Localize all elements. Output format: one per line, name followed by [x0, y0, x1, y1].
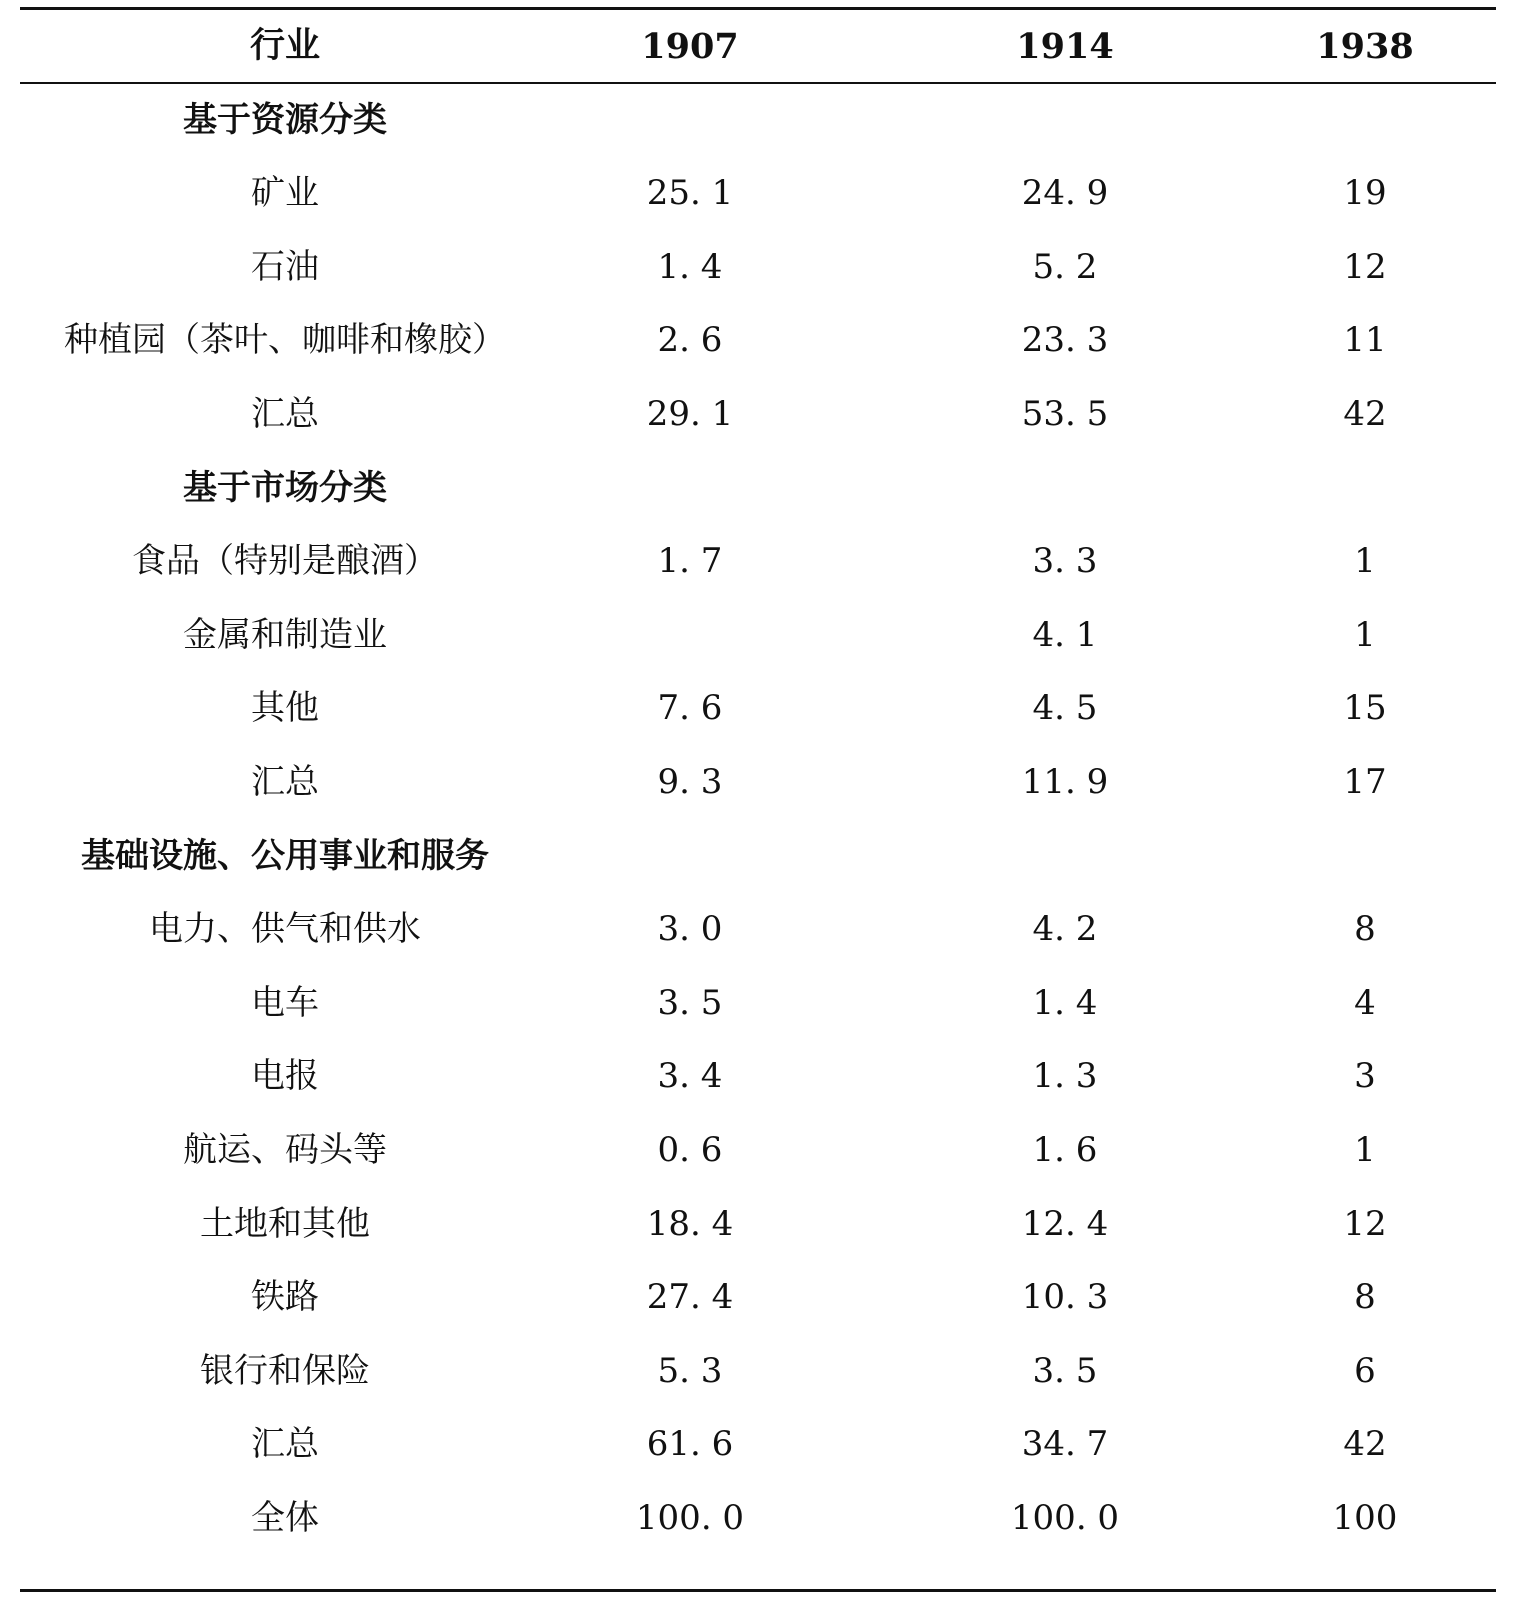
cell-1907 — [600, 597, 780, 672]
row-label: 全体 — [251, 1498, 319, 1539]
cell-1907: 61. 6 — [646, 1424, 734, 1465]
cell-1907 — [600, 450, 780, 525]
row-label: 金属和制造业 — [183, 614, 387, 655]
cell-1907: 2. 6 — [657, 320, 723, 361]
header-1938: 1938 — [1316, 26, 1414, 68]
row-label: 石油 — [251, 246, 319, 287]
row-label: 航运、码头等 — [183, 1130, 387, 1171]
cell-1914: 5. 2 — [1032, 246, 1098, 287]
header-1914: 1914 — [1016, 26, 1114, 68]
table-row — [20, 1260, 1496, 1335]
row-label: 基于资源分类 — [183, 99, 387, 140]
cell-1907 — [600, 82, 780, 157]
row-label: 电力、供气和供水 — [149, 909, 421, 950]
cell-1907: 9. 3 — [657, 762, 723, 803]
cell-1914 — [975, 450, 1155, 525]
cell-1938: 11 — [1343, 320, 1387, 361]
cell-1914: 12. 4 — [1021, 1203, 1109, 1244]
cell-1907: 3. 0 — [657, 909, 723, 950]
table-row — [20, 1112, 1496, 1187]
cell-1907: 1. 4 — [657, 246, 723, 287]
cell-1914: 53. 5 — [1021, 394, 1109, 435]
cell-1907: 1. 7 — [657, 541, 723, 582]
cell-1914: 4. 2 — [1032, 909, 1098, 950]
row-label: 电报 — [251, 1056, 319, 1097]
table-bottom-rule — [20, 1589, 1496, 1592]
cell-1914 — [975, 818, 1155, 893]
table-row — [20, 303, 1496, 378]
row-label: 土地和其他 — [200, 1203, 370, 1244]
cell-1938: 17 — [1343, 762, 1387, 803]
table-row — [20, 1480, 1496, 1555]
cell-1938: 8 — [1354, 1277, 1376, 1318]
table-row — [20, 965, 1496, 1040]
cell-1938 — [1310, 818, 1420, 893]
cell-1938: 42 — [1343, 1424, 1387, 1465]
cell-1914: 3. 3 — [1032, 541, 1098, 582]
row-label: 食品（特别是酿酒） — [132, 541, 438, 582]
section-row — [20, 818, 1496, 893]
cell-1907: 27. 4 — [646, 1277, 734, 1318]
row-label: 汇总 — [251, 762, 319, 803]
cell-1914: 1. 3 — [1032, 1056, 1098, 1097]
table-row — [20, 744, 1496, 819]
cell-1914: 1. 4 — [1032, 982, 1098, 1023]
header-1907: 1907 — [641, 26, 739, 68]
table-row — [20, 229, 1496, 304]
cell-1914: 3. 5 — [1032, 1350, 1098, 1391]
cell-1907 — [600, 818, 780, 893]
table-row — [20, 1186, 1496, 1261]
cell-1907: 0. 6 — [657, 1130, 723, 1171]
cell-1938: 4 — [1354, 982, 1376, 1023]
cell-1914: 4. 1 — [1032, 614, 1098, 655]
row-label: 汇总 — [251, 1424, 319, 1465]
table-row — [20, 671, 1496, 746]
row-label: 基础设施、公用事业和服务 — [81, 835, 489, 876]
table-row — [20, 892, 1496, 967]
cell-1938: 100 — [1332, 1498, 1398, 1539]
table-row — [20, 597, 1496, 672]
row-label: 电车 — [251, 982, 319, 1023]
table-row — [20, 524, 1496, 599]
cell-1938: 42 — [1343, 394, 1387, 435]
table-row — [20, 1333, 1496, 1408]
row-label: 基于市场分类 — [183, 467, 387, 508]
cell-1914: 23. 3 — [1021, 320, 1109, 361]
cell-1938: 3 — [1354, 1056, 1376, 1097]
cell-1914: 100. 0 — [1010, 1498, 1120, 1539]
cell-1938: 1 — [1354, 614, 1376, 655]
cell-1938: 12 — [1343, 1203, 1387, 1244]
section-row — [20, 82, 1496, 157]
cell-1907: 100. 0 — [635, 1498, 745, 1539]
row-label: 其他 — [251, 688, 319, 729]
cell-1938: 1 — [1354, 1130, 1376, 1171]
cell-1938: 6 — [1354, 1350, 1376, 1391]
cell-1907: 5. 3 — [657, 1350, 723, 1391]
header-industry: 行业 — [249, 26, 320, 67]
cell-1914: 24. 9 — [1021, 173, 1109, 214]
cell-1938: 8 — [1354, 909, 1376, 950]
cell-1938: 1 — [1354, 541, 1376, 582]
table-row — [20, 376, 1496, 451]
table-row — [20, 1039, 1496, 1114]
cell-1914 — [975, 82, 1155, 157]
cell-1938: 12 — [1343, 246, 1387, 287]
cell-1914: 4. 5 — [1032, 688, 1098, 729]
cell-1907: 29. 1 — [646, 394, 734, 435]
row-label: 种植园（茶叶、咖啡和橡胶） — [64, 320, 506, 361]
table-header-row — [20, 9, 1496, 84]
cell-1907: 3. 4 — [657, 1056, 723, 1097]
table-row — [20, 1407, 1496, 1482]
section-row — [20, 450, 1496, 525]
row-label: 铁路 — [251, 1277, 319, 1318]
cell-1914: 34. 7 — [1021, 1424, 1109, 1465]
cell-1914: 10. 3 — [1021, 1277, 1109, 1318]
cell-1938 — [1310, 82, 1420, 157]
cell-1938: 15 — [1343, 688, 1387, 729]
cell-1938 — [1310, 450, 1420, 525]
cell-1938: 19 — [1343, 173, 1387, 214]
row-label: 矿业 — [251, 173, 319, 214]
cell-1907: 25. 1 — [646, 173, 734, 214]
row-label: 汇总 — [251, 394, 319, 435]
cell-1907: 3. 5 — [657, 982, 723, 1023]
cell-1914: 11. 9 — [1021, 762, 1109, 803]
table-row — [20, 156, 1496, 231]
cell-1914: 1. 6 — [1032, 1130, 1098, 1171]
cell-1907: 7. 6 — [657, 688, 723, 729]
cell-1907: 18. 4 — [646, 1203, 734, 1244]
row-label: 银行和保险 — [200, 1350, 370, 1391]
